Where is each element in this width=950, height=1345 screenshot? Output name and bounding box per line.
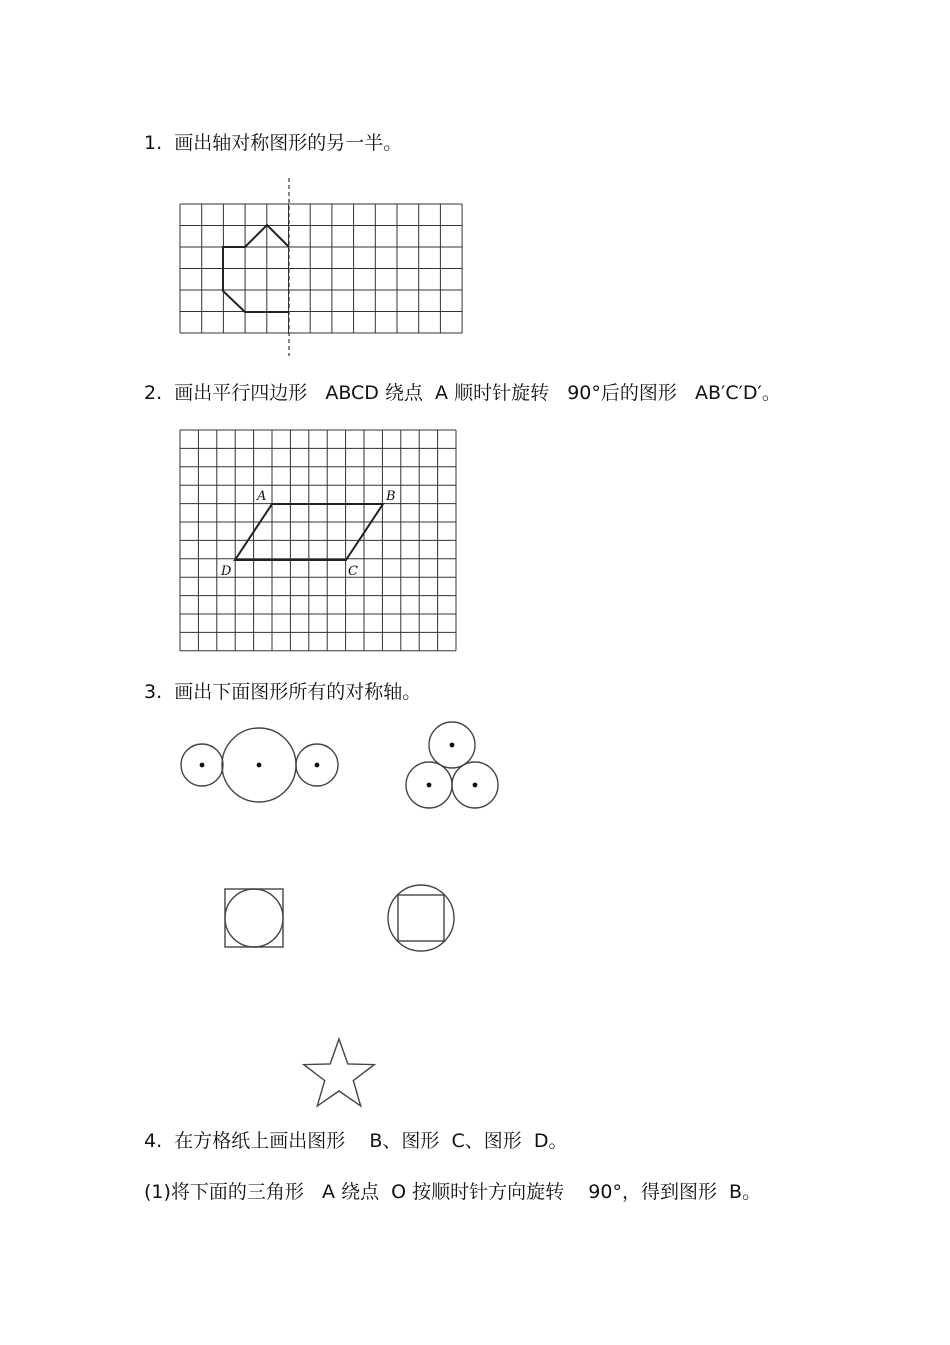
question-1: 1. 画出轴对称图形的另一半。 bbox=[144, 132, 403, 154]
label-a: A bbox=[257, 489, 267, 504]
question-4-part-1: (1)将下面的三角形 A 绕点 O 按顺时针方向旋转 90°，得到图形 B。 bbox=[144, 1181, 762, 1203]
three-circles-row bbox=[181, 728, 338, 802]
question-3: 3. 画出下面图形所有的对称轴。 bbox=[144, 681, 422, 703]
question-4: 4. 在方格纸上画出图形 B、图形 C、图形 D。 bbox=[144, 1130, 568, 1152]
five-point-star bbox=[304, 1039, 374, 1106]
label-d: D bbox=[221, 564, 232, 579]
circle-in-square bbox=[225, 889, 283, 947]
label-b: B bbox=[386, 489, 396, 504]
label-c: C bbox=[348, 564, 358, 579]
square-in-circle bbox=[388, 885, 454, 951]
three-circles-triangle bbox=[406, 722, 498, 808]
question-2: 2. 画出平行四边形 ABCD 绕点 A 顺时针旋转 90°后的图形 AB′C′D′。 bbox=[144, 382, 781, 404]
